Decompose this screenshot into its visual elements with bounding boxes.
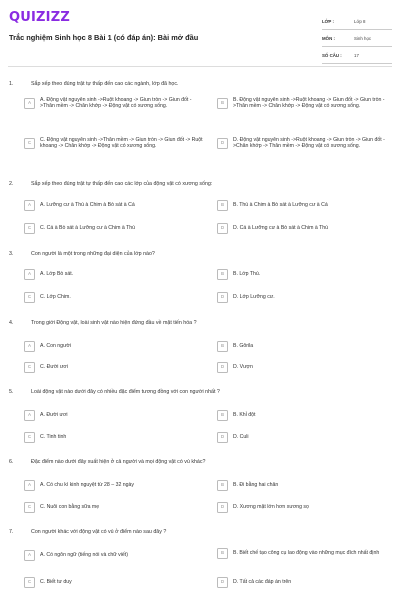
option-box[interactable]: D — [217, 502, 228, 513]
question-text: Sắp xếp theo đúng trật tự thấp đến cao các ngành, lớp đã học. — [31, 81, 179, 87]
option-box[interactable]: A — [24, 480, 35, 491]
option-box[interactable]: A — [24, 269, 35, 280]
option-box[interactable]: B — [217, 548, 228, 559]
option-text: C. Lớp Chim. — [40, 294, 71, 301]
question-number: 5. — [9, 389, 14, 395]
option-box[interactable]: D — [217, 432, 228, 443]
question-text: Con người là một trong những đại diện của lớp nào? — [31, 251, 155, 257]
option-c[interactable] — [24, 577, 204, 588]
option-c[interactable] — [24, 137, 204, 150]
option-a[interactable] — [24, 200, 204, 211]
meta-value: 17 — [354, 52, 359, 58]
question-number: 3. — [9, 251, 14, 257]
option-box[interactable]: D — [217, 577, 228, 588]
option-text: B. Lớp Thú. — [233, 271, 261, 278]
option-c[interactable] — [24, 362, 204, 373]
option-d[interactable] — [217, 223, 392, 234]
option-b[interactable] — [217, 480, 392, 491]
option-d[interactable] — [217, 362, 392, 373]
option-a[interactable] — [24, 410, 204, 421]
option-box[interactable]: B — [217, 341, 228, 352]
option-box[interactable]: D — [217, 362, 228, 373]
option-text: C. Nuôi con bằng sữa mẹ — [40, 504, 100, 511]
meta-label: LỚP : — [322, 18, 334, 24]
question-text: Loài động vật nào dưới đây có nhiều đặc điểm tương đồng với con người nhất ? — [31, 389, 220, 395]
question-text: Đặc điểm nào dưới đây xuất hiện ở cả người và mọi động vật có vú khác? — [31, 459, 206, 465]
option-text: B. Gôrila — [233, 343, 254, 350]
option-text: D. Xương mặt lớn hơn xương sọ — [233, 504, 309, 511]
option-box[interactable]: B — [217, 200, 228, 211]
option-c[interactable] — [24, 223, 204, 234]
option-a[interactable] — [24, 341, 204, 352]
option-text: A. Động vật nguyên sinh ->Ruột khoang -> Giun tròn -> Giun đốt ->Thân mềm -> Chân khớp -> Động vật có xương sống. — [40, 97, 192, 110]
option-box[interactable]: A — [24, 200, 35, 211]
meta-label: MÔN : — [322, 35, 335, 41]
option-c[interactable] — [24, 292, 204, 303]
option-text: A. Đười ươi — [40, 412, 68, 419]
option-box[interactable]: B — [217, 480, 228, 491]
option-box[interactable]: D — [217, 292, 228, 303]
option-text: B. Khỉ đột — [233, 412, 256, 419]
question-text: Con người khác với động vật có vú ở điểm nào sau đây ? — [31, 529, 167, 535]
header-divider — [8, 66, 392, 67]
meta-grade — [322, 13, 392, 30]
option-d[interactable] — [217, 292, 392, 303]
option-b[interactable] — [217, 269, 392, 280]
option-b[interactable] — [217, 200, 392, 211]
question-7 — [9, 529, 393, 536]
option-text: D. Vượn — [233, 364, 253, 371]
quizizz-logo: QUIZIZZ — [9, 10, 70, 25]
meta-count — [322, 47, 392, 64]
option-text: D. Culi — [233, 434, 249, 441]
option-text: C. Biết tư duy — [40, 579, 72, 586]
option-text: D. Tất cả các đáp án trên — [233, 579, 292, 586]
question-2 — [9, 181, 393, 188]
option-box[interactable]: C — [24, 577, 35, 588]
option-c[interactable] — [24, 502, 204, 513]
option-text: C. Động vật nguyên sinh ->Thân mềm -> Giun tròn -> Giun đốt -> Ruột khoang -> Chân khớp -> Động vật có xương sống. — [40, 137, 203, 150]
option-text: C. Đười ươi — [40, 364, 68, 371]
option-text: D. Cá à Lưỡng cư à Bò sát à Chim à Thú — [233, 225, 329, 232]
question-3 — [9, 251, 393, 258]
option-text: B. Thú à Chim à Bò sát à Lưỡng cư à Cá — [233, 202, 328, 209]
page-title: Trắc nghiệm Sinh học 8 Bài 1 (có đáp án): Bài mở đầu — [9, 33, 199, 42]
option-box[interactable]: D — [217, 223, 228, 234]
option-a[interactable] — [24, 550, 204, 561]
question-number: 4. — [9, 320, 14, 326]
option-box[interactable]: D — [217, 138, 228, 149]
question-text: Trong giới Động vật, loài sinh vật nào hiện đứng đầu về mặt tiến hóa ? — [31, 320, 197, 326]
option-box[interactable]: A — [24, 98, 35, 109]
question-number: 7. — [9, 529, 14, 535]
option-a[interactable] — [24, 97, 204, 110]
question-number: 6. — [9, 459, 14, 465]
option-text: B. Động vật nguyên sinh ->Ruột khoang -> Giun đốt -> Giun tròn ->Thân mềm -> Chân khớp -> Động vật có xương sống. — [233, 97, 385, 110]
option-text: B. Đi bằng hai chân — [233, 482, 279, 489]
option-a[interactable] — [24, 480, 204, 491]
option-box[interactable]: C — [24, 138, 35, 149]
option-box[interactable]: A — [24, 341, 35, 352]
option-a[interactable] — [24, 269, 204, 280]
option-box[interactable]: C — [24, 223, 35, 234]
meta-label: SỐ CÂU : — [322, 52, 342, 58]
option-text: A. Có chu kì kinh nguyệt từ 28 – 32 ngày — [40, 482, 135, 489]
option-d[interactable] — [217, 502, 392, 513]
question-number: 2. — [9, 181, 14, 187]
option-box[interactable]: C — [24, 502, 35, 513]
option-text: C. Cá à Bò sát à Lưỡng cư à Chim à Thú — [40, 225, 136, 232]
meta-value: Sinh học — [354, 35, 372, 41]
option-b[interactable] — [217, 548, 392, 559]
option-box[interactable]: B — [217, 98, 228, 109]
option-b[interactable] — [217, 410, 392, 421]
option-text: B. Biết chế tạo công cụ lao động vào những mục đích nhất định — [233, 550, 380, 557]
meta-subject — [322, 30, 392, 47]
option-b[interactable] — [217, 97, 392, 110]
option-box[interactable]: B — [217, 410, 228, 421]
option-text: A. Lưỡng cư à Thú à Chim à Bò sát à Cá — [40, 202, 135, 209]
question-number: 1. — [9, 81, 14, 87]
question-5 — [9, 389, 393, 396]
option-text: D. Động vật nguyên sinh ->Ruột khoang -> Giun tròn -> Giun đốt ->Chân khớp -> Thân mềm -> Động vật có xương sống. — [233, 137, 385, 150]
meta-info — [322, 13, 392, 64]
option-d[interactable] — [217, 577, 392, 588]
option-text: D. Lớp Lưỡng cư. — [233, 294, 275, 301]
question-6 — [9, 459, 393, 466]
meta-value: Lớp 8 — [354, 18, 366, 24]
question-1 — [9, 81, 393, 88]
option-text: A. Có ngôn ngữ (tiếng nói và chữ viết) — [40, 552, 128, 559]
option-box[interactable]: C — [24, 292, 35, 303]
question-4 — [9, 320, 393, 327]
option-b[interactable] — [217, 341, 392, 352]
option-d[interactable] — [217, 137, 392, 150]
option-box[interactable]: A — [24, 410, 35, 421]
option-text: C. Tinh tinh — [40, 434, 67, 441]
option-d[interactable] — [217, 432, 392, 443]
question-text: Sắp xếp theo đúng trật tự thấp đến cao các lớp của động vật có xương sống: — [31, 181, 213, 187]
option-box[interactable]: A — [24, 550, 35, 561]
option-c[interactable] — [24, 432, 204, 443]
option-box[interactable]: C — [24, 362, 35, 373]
option-text: A. Con người — [40, 343, 72, 350]
option-box[interactable]: C — [24, 432, 35, 443]
option-text: A. Lớp Bò sát. — [40, 271, 74, 278]
option-box[interactable]: B — [217, 269, 228, 280]
